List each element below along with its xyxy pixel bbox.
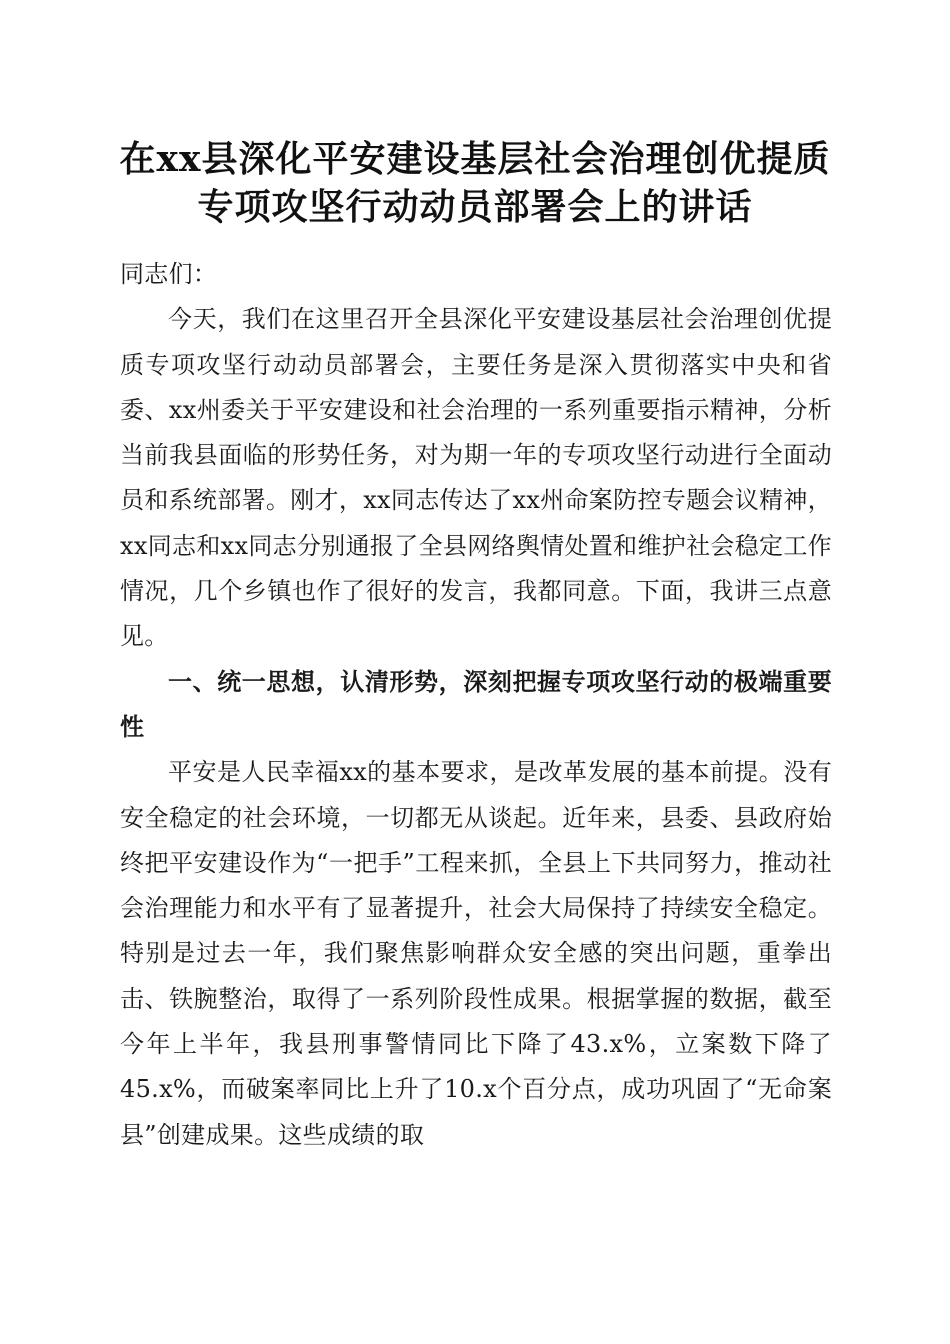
document-title (60, 135, 890, 231)
section-heading-1: 一、统一思想，认清形势，深刻把握专项攻坚行动的极端重要性 (120, 667, 832, 741)
title-line-2: 专项攻坚行动动员部署会上的讲话 (197, 186, 753, 228)
document-body (120, 252, 832, 1158)
paragraph-section-1: 平安是人民幸福xx的基本要求，是改革发展的基本前提。没有安全稳定的社会环境，一切都无从谈起。近年来，县委、县政府始终把平安建设作为“一把手”工程来抓，全县上下共同努力，推动社会治理能力和水平有了显著提升，社会大局保持了持续安全稳定。特别是过去一年，我们聚焦影响群众安全感的突出问题，重拳出击、铁腕整治，取得了一系列阶段性成果。根据掌握的数据，截至今年上半年，我县刑事警情同比下降了43.x%，立案数下降了45.x%，而破案率同比上升了10.x个百分点，成功巩固了“无命案县”创建成果。这些成绩的取 (120, 758, 832, 1149)
paragraph-intro: 今天，我们在这里召开全县深化平安建设基层社会治理创优提质专项攻坚行动动员部署会，主要任务是深入贯彻落实中央和省委、xx州委关于平安建设和社会治理的一系列重要指示精神，分析当前我县面临的形势任务，对为期一年的专项攻坚行动进行全面动员和系统部署。刚才，xx同志传达了xx州命案防控专题会议精神，xx同志和xx同志分别通报了全县网络舆情处置和维护社会稳定工作情况，几个乡镇也作了很好的发言，我都同意。下面，我讲三点意见。 (120, 305, 832, 651)
title-line-1: 在xx县深化平安建设基层社会治理创优提质 (119, 138, 831, 180)
salutation: 同志们： (120, 260, 218, 288)
